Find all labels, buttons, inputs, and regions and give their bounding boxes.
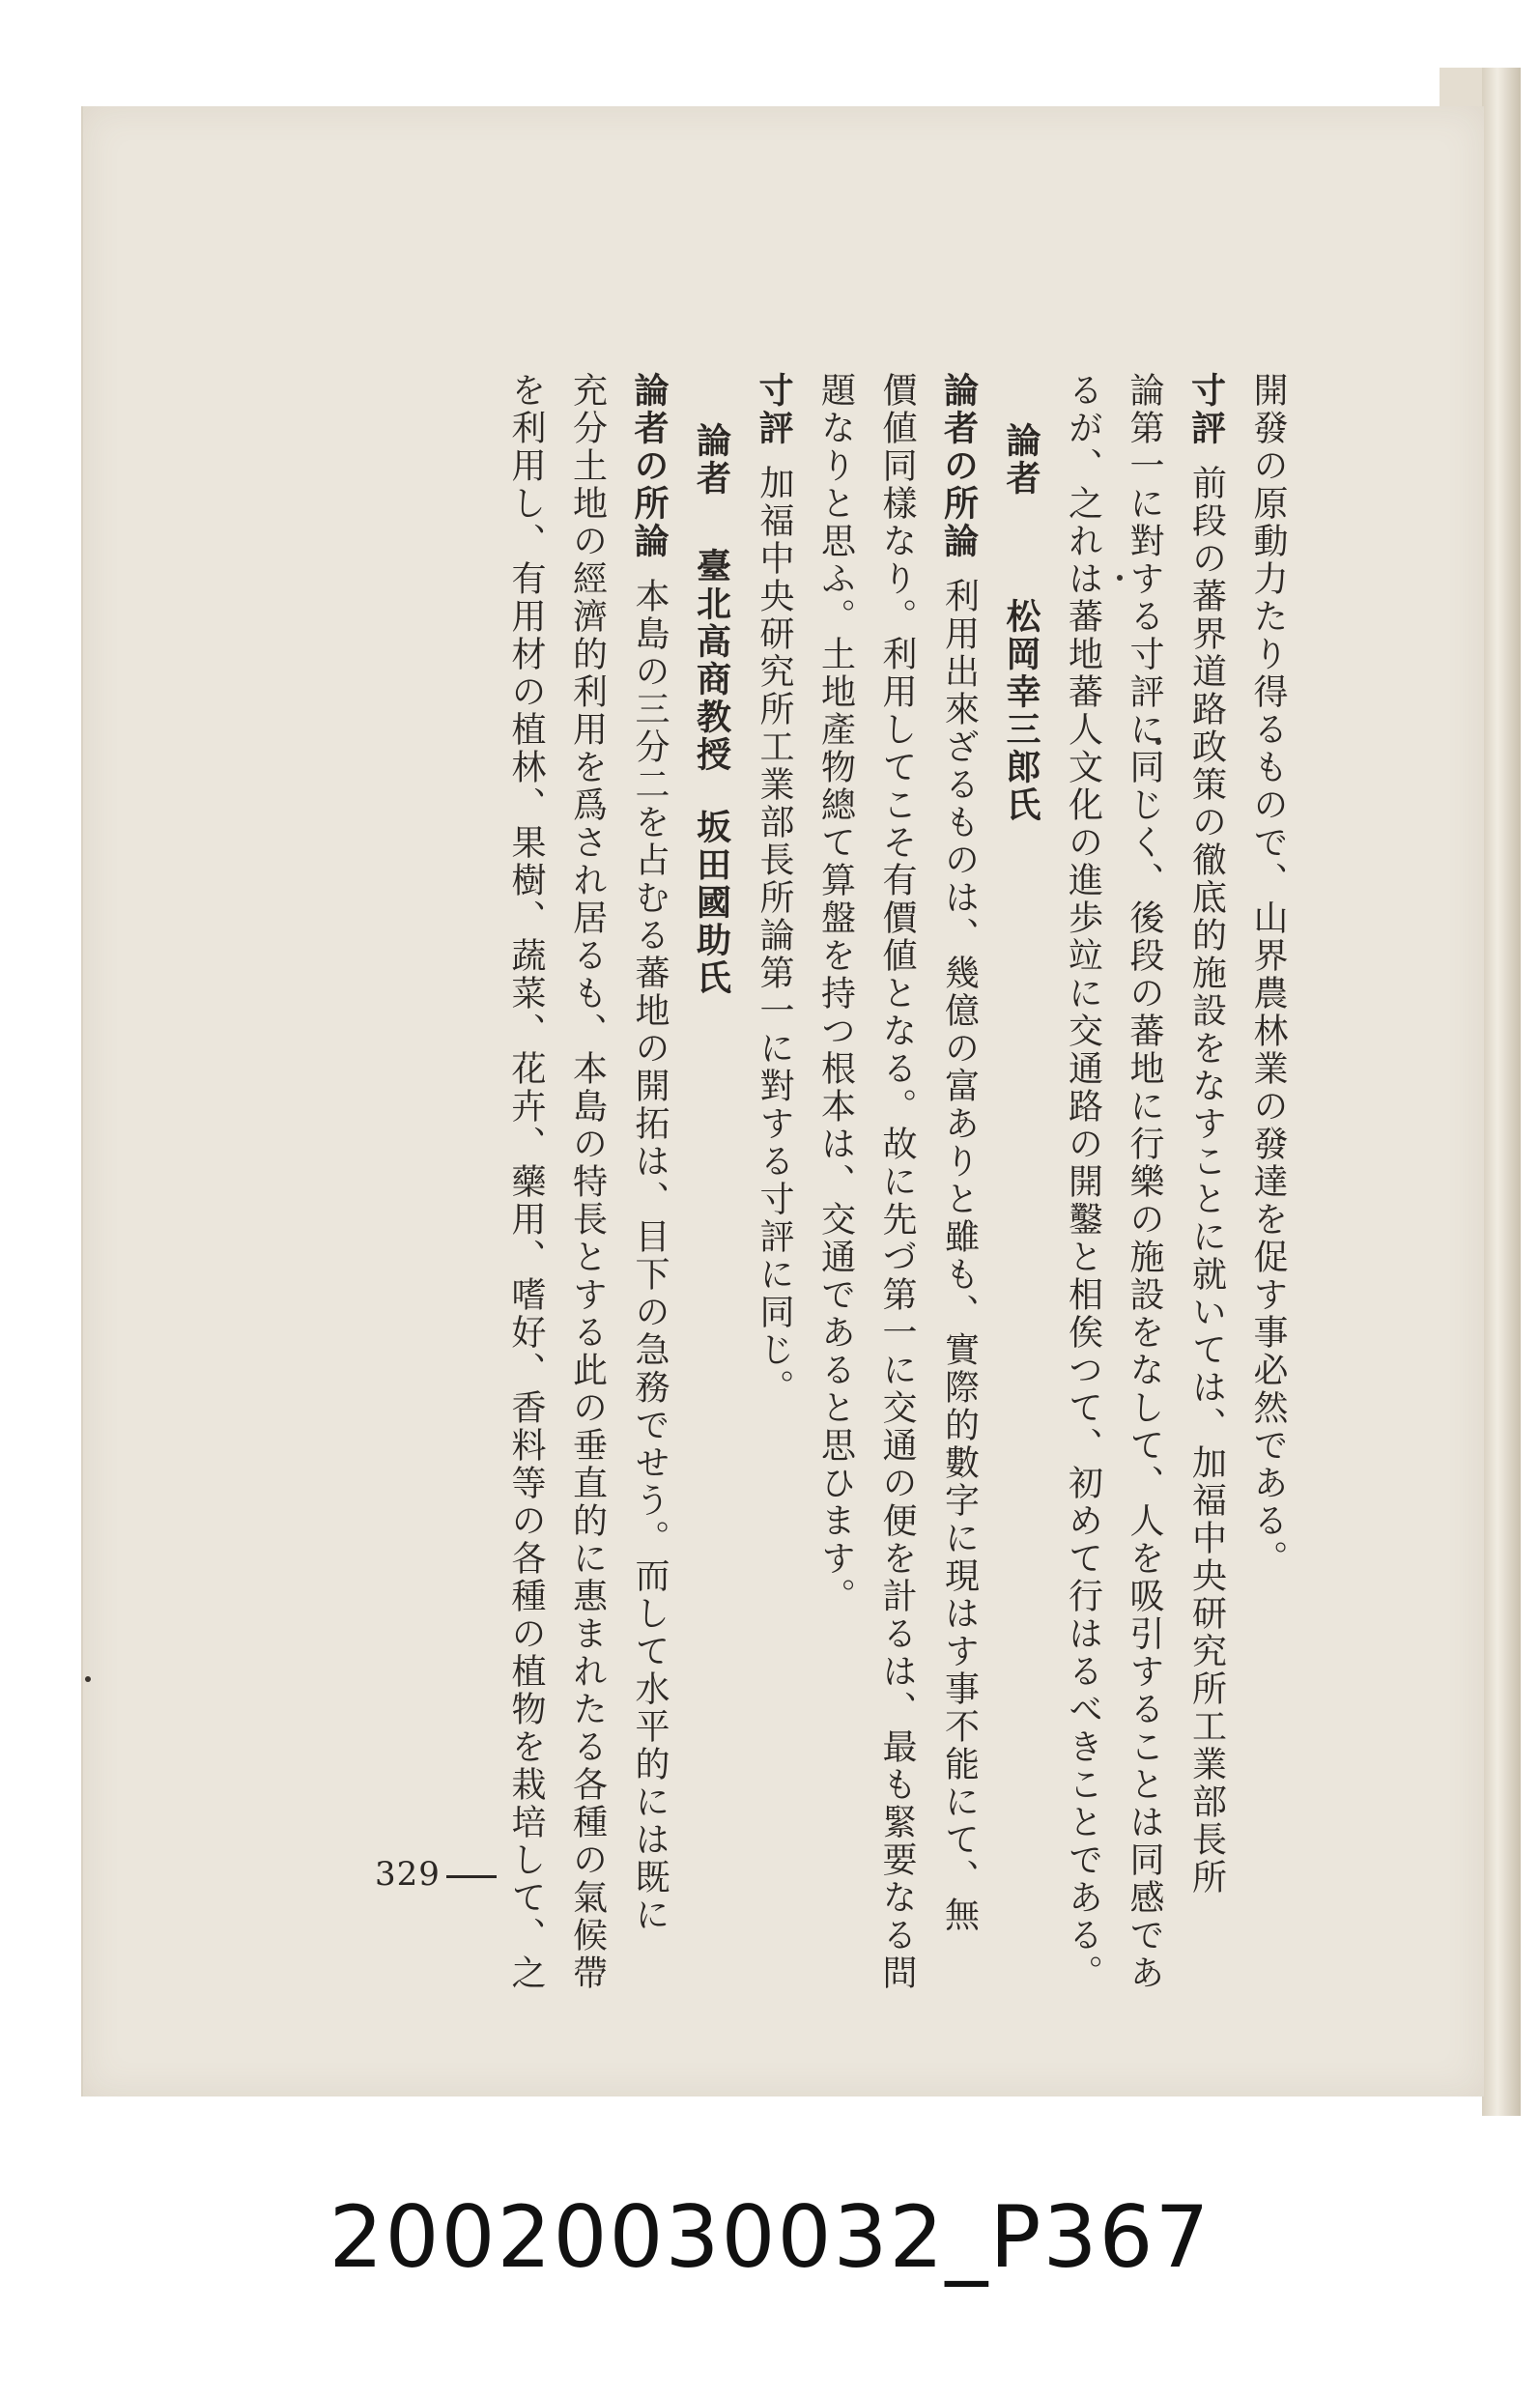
body-text: を利用し、有用材の植林、果樹、蔬菜、花卉、藥用、嗜好、香料等の各種の植物を栽培して、之	[506, 372, 546, 1992]
author-title: 臺北高商教授	[691, 548, 732, 774]
body-text: 充分土地の經濟的利用を爲され居るも、本島の特長とする此の垂直的に惠まれたる各種の氣候帶	[567, 372, 608, 1992]
author-name: 坂田國助氏	[691, 809, 732, 997]
body-text: 價値同樣なり。利用してこそ有價値となる。故に先づ第一に交通の便を計るは、最も緊要なる問	[877, 372, 917, 1992]
body-text: 本島の三分二を占むる蕃地の開拓は、目下の急務でせう。而して水平的には既に	[630, 578, 670, 1934]
text-column-10	[680, 372, 743, 1415]
body-text: 加福中央研究所工業部長所論第一に對する寸評に同じ。	[755, 465, 794, 1407]
text-column-3	[1114, 372, 1176, 1992]
text-column-13	[496, 372, 557, 1992]
heading-brief-review: 寸評	[754, 372, 794, 447]
body-text: 論第一に對する寸評に同じく、後段の蕃地に行樂の施設をなして、人を吸引することは同感であ	[1125, 372, 1164, 1992]
body-text: 前段の蕃界道路政策の徹底的施設をなすことに就いては、加福中央研究所工業部長所	[1186, 465, 1227, 1897]
body-text: るが、之れは蕃地蕃人文化の進歩竝に交通路の開鑿と相俟つて、初めて行はるべきことである。	[1063, 372, 1103, 1992]
heading-author-argument: 論者の所論	[938, 372, 980, 560]
body-text: 開發の原動力たり得るもので、山界農林業の發達を促す事必然である。	[1248, 372, 1288, 1578]
vertical-text-body	[496, 372, 1299, 1992]
text-column-8	[805, 372, 867, 1615]
body-text: 題なりと思ふ。土地產物總て算盤を持つ根本は、交通であると思ひます。	[815, 372, 856, 1615]
text-column-2	[1175, 372, 1238, 1897]
text-column-5	[990, 372, 1053, 1415]
text-column-7	[867, 372, 928, 1992]
page-number-text: 329	[375, 1855, 441, 1894]
paper-speck	[85, 1676, 91, 1682]
text-column-6	[927, 372, 990, 1934]
text-column-9	[743, 372, 806, 1415]
image-caption: 20020030032_P367	[328, 2187, 1212, 2287]
text-column-12	[556, 372, 618, 1992]
heading-author: 論者	[1001, 422, 1041, 498]
heading-author: 論者	[691, 422, 732, 498]
page-edge	[1482, 68, 1521, 2116]
text-column-4	[1052, 372, 1114, 1992]
text-column-1	[1238, 372, 1299, 1578]
page-number	[375, 1855, 497, 1894]
body-text: 利用出來ざるものは、幾億の富ありと雖も、實際的數字に現はす事不能にて、無	[939, 578, 980, 1934]
heading-author-argument: 論者の所論	[629, 372, 670, 560]
author-name: 松岡幸三郎氏	[1001, 598, 1041, 824]
page-number-dash	[446, 1875, 497, 1878]
text-column-11	[618, 372, 681, 1934]
heading-brief-review: 寸評	[1185, 372, 1227, 447]
